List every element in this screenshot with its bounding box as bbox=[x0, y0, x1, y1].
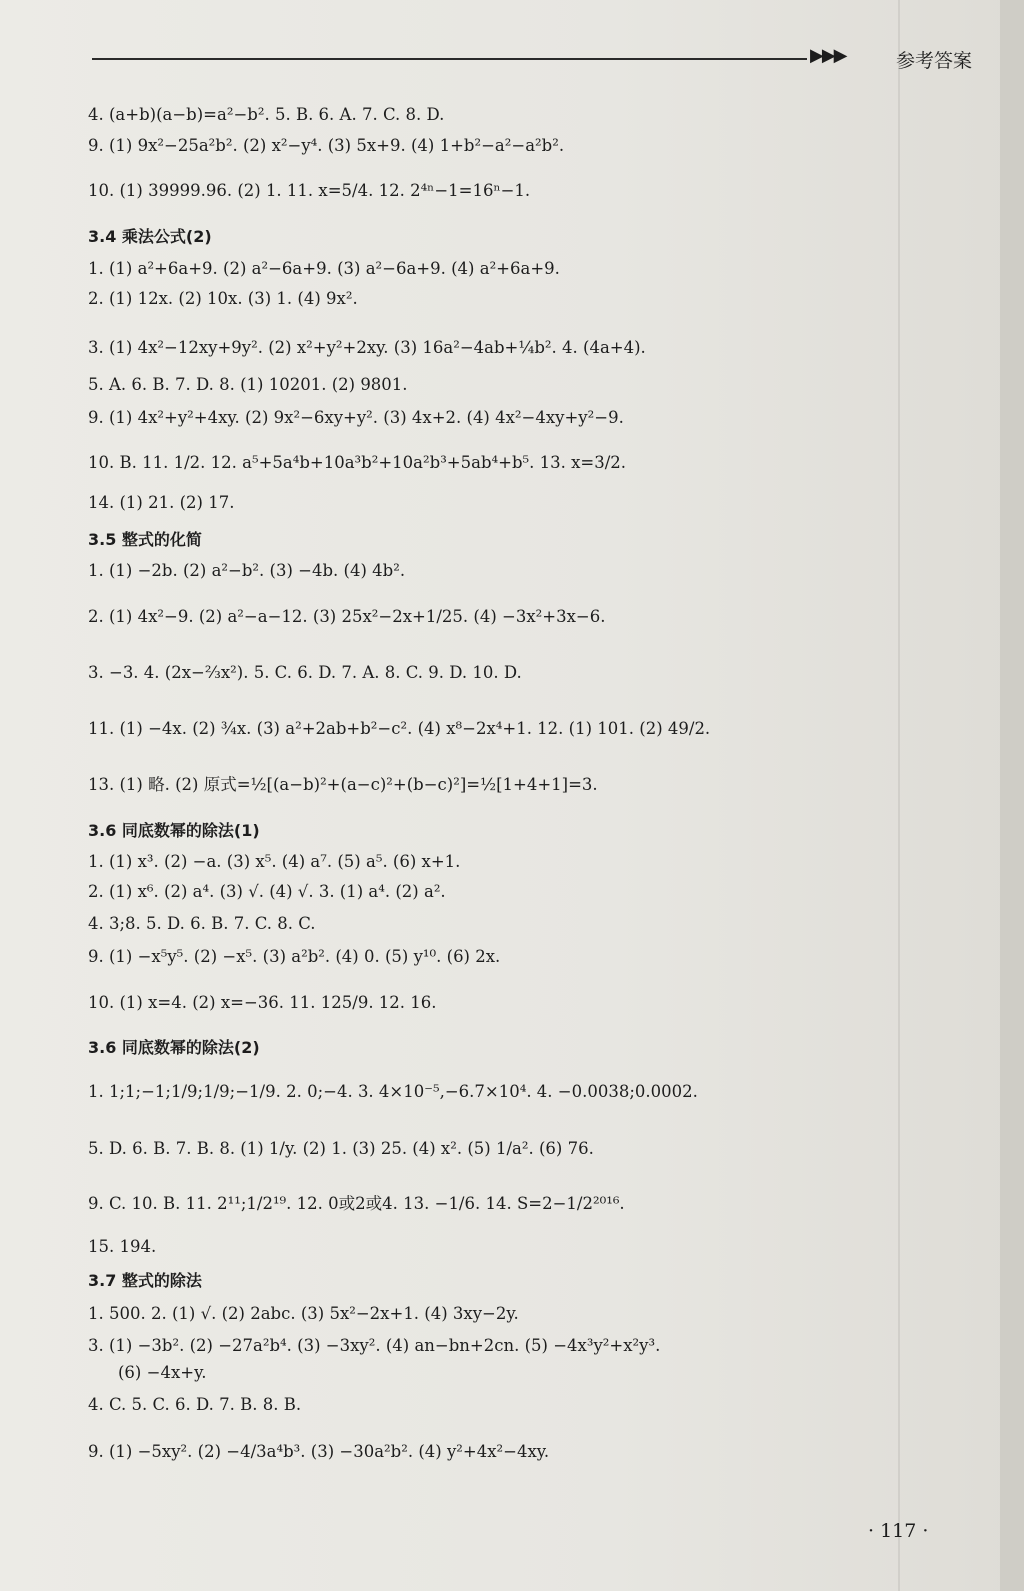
answer-line: 4. C. 5. C. 6. D. 7. B. 8. B. bbox=[88, 1395, 302, 1414]
answer-line: 5. D. 6. B. 7. B. 8. (1) 1/y. (2) 1. (3) 25. (4) x². (5) 1/a². (6) 76. bbox=[88, 1139, 594, 1158]
answer-line: 2. (1) 4x²−9. (2) a²−a−12. (3) 25x²−2x+1/25. (4) −3x²+3x−6. bbox=[88, 607, 606, 626]
answer-line: 11. (1) −4x. (2) ¾x. (3) a²+2ab+b²−c². (4) x⁸−2x⁴+1. 12. (1) 101. (2) 49/2. bbox=[88, 719, 711, 738]
section-title: 3.4 乘法公式(2) bbox=[88, 227, 212, 246]
answer-line: 9. (1) −5xy². (2) −4/3a⁴b³. (3) −30a²b². (4) y²+4x²−4xy. bbox=[88, 1442, 550, 1461]
answer-line: 10. B. 11. 1/2. 12. a⁵+5a⁴b+10a³b²+10a²b³+5ab⁴+b⁵. 13. x=3/2. bbox=[88, 453, 627, 472]
answer-line: 1. 1;1;−1;1/9;1/9;−1/9. 2. 0;−4. 3. 4×10⁻⁵,−6.7×10⁴. 4. −0.0038;0.0002. bbox=[88, 1082, 698, 1101]
answer-line: 3. (1) 4x²−12xy+9y². (2) x²+y²+2xy. (3) 16a²−4ab+¼b². 4. (4a+4). bbox=[88, 338, 646, 357]
answer-line: 13. (1) 略. (2) 原式=½[(a−b)²+(a−c)²+(b−c)²]=½[1+4+1]=3. bbox=[88, 775, 598, 794]
answer-line: 2. (1) x⁶. (2) a⁴. (3) √. (4) √. 3. (1) a⁴. (2) a². bbox=[88, 882, 446, 901]
header-arrows-icon: ▶▶▶ bbox=[810, 45, 846, 66]
answer-line: 15. 194. bbox=[88, 1237, 157, 1256]
answer-line: 1. 500. 2. (1) √. (2) 2abc. (3) 5x²−2x+1. (4) 3xy−2y. bbox=[88, 1304, 519, 1323]
section-title: 3.7 整式的除法 bbox=[88, 1271, 202, 1290]
answer-line: 9. (1) 4x²+y²+4xy. (2) 9x²−6xy+y². (3) 4x+2. (4) 4x²−4xy+y²−9. bbox=[88, 408, 624, 427]
facing-page-bleed bbox=[898, 0, 900, 1591]
answer-line: 4. 3;8. 5. D. 6. B. 7. C. 8. C. bbox=[88, 914, 316, 933]
answer-line: 10. (1) 39999.96. (2) 1. 11. x=5/4. 12. 2⁴ⁿ−1=16ⁿ−1. bbox=[88, 181, 531, 200]
answer-line: 1. (1) a²+6a+9. (2) a²−6a+9. (3) a²−6a+9. (4) a²+6a+9. bbox=[88, 259, 560, 278]
answer-line: (6) −4x+y. bbox=[118, 1363, 207, 1382]
answer-line: 1. (1) x³. (2) −a. (3) x⁵. (4) a⁷. (5) a⁵. (6) x+1. bbox=[88, 852, 461, 871]
answer-line: 2. (1) 12x. (2) 10x. (3) 1. (4) 9x². bbox=[88, 289, 358, 308]
answer-line: 9. C. 10. B. 11. 2¹¹;1/2¹⁹. 12. 0或2或4. 13. −1/6. 14. S=2−1/2²⁰¹⁶. bbox=[88, 1194, 625, 1213]
book-spine-edge bbox=[1000, 0, 1024, 1591]
answer-line: 3. −3. 4. (2x−⅔x²). 5. C. 6. D. 7. A. 8. C. 9. D. 10. D. bbox=[88, 663, 522, 682]
answer-line: 9. (1) 9x²−25a²b². (2) x²−y⁴. (3) 5x+9. (4) 1+b²−a²−a²b². bbox=[88, 136, 565, 155]
section-title: 3.5 整式的化简 bbox=[88, 530, 202, 549]
answer-line: 5. A. 6. B. 7. D. 8. (1) 10201. (2) 9801. bbox=[88, 375, 408, 394]
answer-line: 14. (1) 21. (2) 17. bbox=[88, 493, 235, 512]
header-rule bbox=[92, 58, 807, 60]
answer-line: 4. (a+b)(a−b)=a²−b². 5. B. 6. A. 7. C. 8. D. bbox=[88, 105, 445, 124]
answer-line: 9. (1) −x⁵y⁵. (2) −x⁵. (3) a²b². (4) 0. (5) y¹⁰. (6) 2x. bbox=[88, 947, 501, 966]
header-title: 参考答案 bbox=[896, 50, 973, 72]
answer-line: 1. (1) −2b. (2) a²−b². (3) −4b. (4) 4b². bbox=[88, 561, 406, 580]
section-title: 3.6 同底数幂的除法(2) bbox=[88, 1038, 260, 1057]
answer-line: 3. (1) −3b². (2) −27a²b⁴. (3) −3xy². (4) an−bn+2cn. (5) −4x³y²+x²y³. bbox=[88, 1336, 661, 1355]
answer-line: 10. (1) x=4. (2) x=−36. 11. 125/9. 12. 16. bbox=[88, 993, 437, 1012]
page-number: · 117 · bbox=[868, 1520, 929, 1542]
section-title: 3.6 同底数幂的除法(1) bbox=[88, 821, 260, 840]
